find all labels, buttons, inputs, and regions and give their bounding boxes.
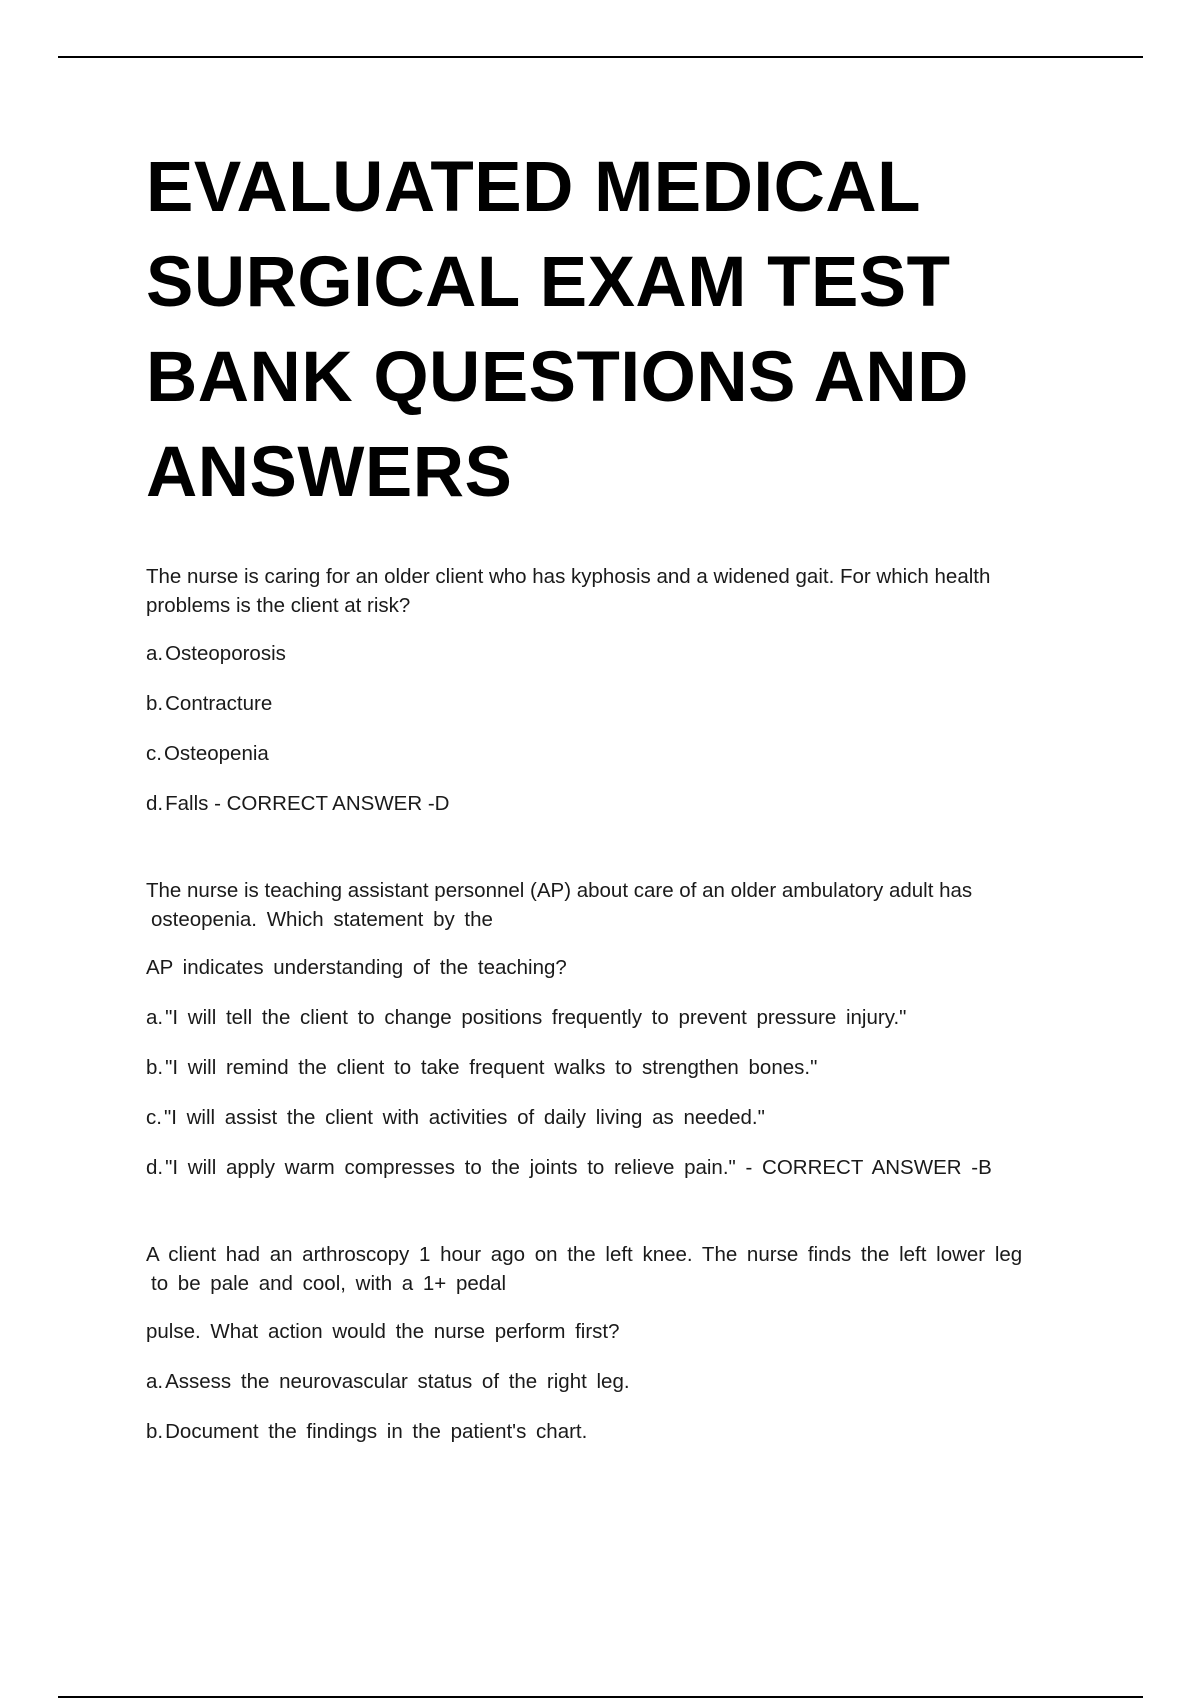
top-rule [58,56,1143,58]
option-text: Falls - CORRECT ANSWER -D [165,792,450,815]
document-body [146,140,1096,1467]
option-text: Osteopenia [163,742,269,765]
option-text: Document the findings in the patient's chart. [165,1420,588,1443]
answer-option [146,1053,1096,1082]
title-line: EVALUATED MEDICAL [146,148,922,227]
stem-line: A client had an arthroscopy 1 hour ago on the left knee. The nurse finds the left lower leg [146,1243,1023,1266]
option-text: Osteoporosis [165,642,286,665]
question-1 [146,562,1096,818]
answer-option [146,739,1096,768]
option-letter: a. [146,1370,164,1393]
answer-option [146,689,1096,718]
stem-line: osteopenia. Which statement by the [151,908,493,931]
question-2 [146,876,1096,1182]
stem-line: The nurse is caring for an older client who has kyphosis and a widened gait. For which health [146,565,991,588]
option-text: "I will assist the client with activities of daily living as needed." [163,1106,765,1129]
answer-option [146,1153,1096,1182]
option-letter: b. [146,1056,164,1079]
answer-option [146,1003,1096,1032]
stem-line: to be pale and cool, with a 1+ pedal [151,1272,507,1295]
stem-continuation: AP indicates understanding of the teaching? [146,956,567,979]
option-text: "I will tell the client to change positions frequently to prevent pressure injury." [165,1006,907,1029]
answer-option [146,789,1096,818]
title-line: BANK QUESTIONS AND [146,338,969,417]
option-text: Contracture [165,692,273,715]
option-letter: d. [146,1156,164,1179]
stem-continuation: pulse. What action would the nurse perform first? [146,1320,620,1343]
option-letter: a. [146,642,164,665]
option-letter: c. [146,1106,162,1129]
option-letter: b. [146,1420,164,1443]
option-text: Assess the neurovascular status of the right leg. [165,1370,630,1393]
stem-line: The nurse is teaching assistant personnel (AP) about care of an older ambulatory adult has [146,879,973,902]
option-letter: d. [146,792,164,815]
question-stem [146,562,1096,620]
stem-line: problems is the client at risk? [146,594,411,617]
option-letter: c. [146,742,162,765]
question-stem [146,1240,1096,1298]
answer-option [146,639,1096,668]
option-letter: a. [146,1006,164,1029]
option-letter: b. [146,692,164,715]
option-text: "I will apply warm compresses to the joints to relieve pain." - CORRECT ANSWER -B [165,1156,992,1179]
answer-option [146,1103,1096,1132]
question-stem [146,876,1096,934]
title-line: ANSWERS [146,433,513,512]
answer-option [146,1417,1096,1446]
option-text: "I will remind the client to take frequent walks to strengthen bones." [165,1056,818,1079]
question-3 [146,1240,1096,1446]
bottom-rule [58,1696,1143,1698]
answer-option [146,1367,1096,1396]
title-line: SURGICAL EXAM TEST [146,243,951,322]
document-title [146,140,1096,520]
